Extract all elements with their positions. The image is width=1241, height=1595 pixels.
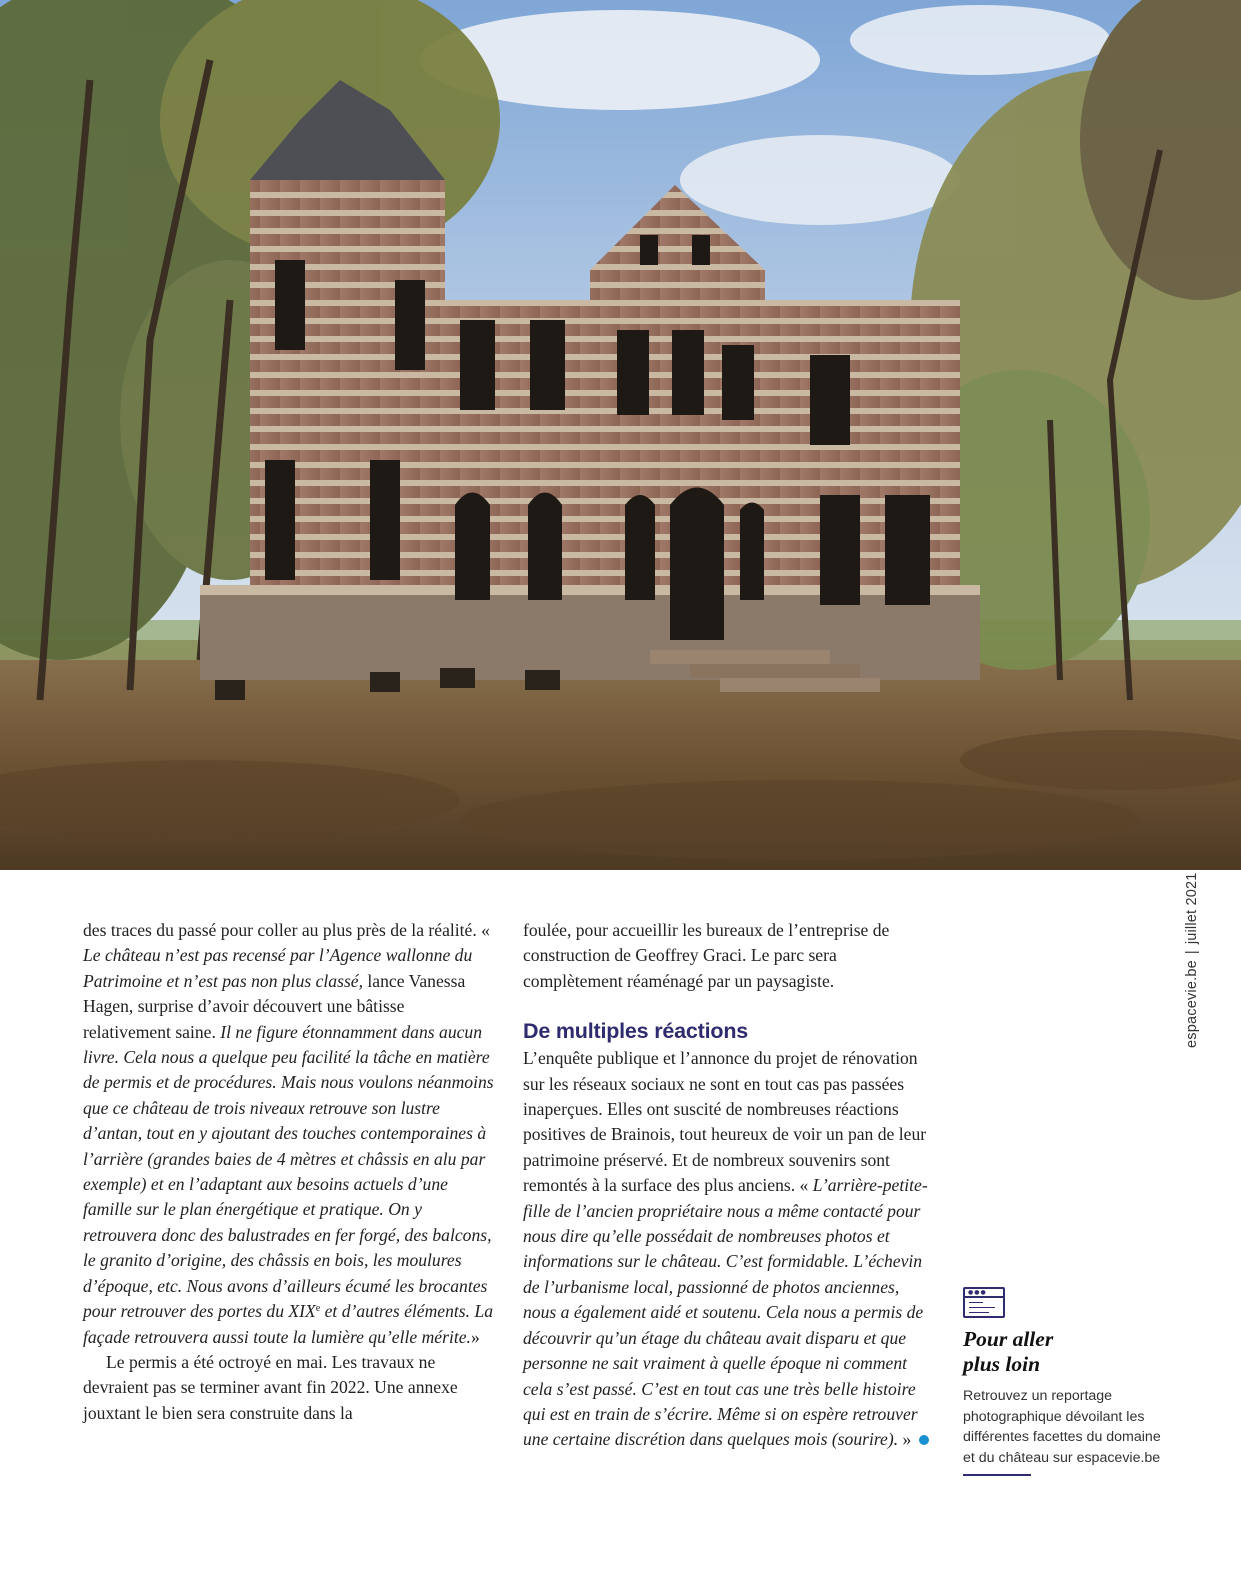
- further-reading-box: [963, 1287, 1163, 1476]
- text-segment: Le château n’est pas recensé par l’Agence wallonne du Patrimoine et n’est pas non plus classé,: [83, 945, 473, 991]
- aside-underline: [963, 1474, 1031, 1476]
- article-middle-column: [523, 918, 935, 1453]
- article-paragraph: [83, 918, 495, 1350]
- text-segment: et d’autres éléments. La façade retrouvera aussi toute la lumière qu’elle mérite.: [83, 1301, 494, 1347]
- text-segment: lance Vanessa Hagen, surprise d’avoir découvert une bâtisse relativement saine.: [83, 970, 466, 1042]
- quote-close: »: [898, 1429, 912, 1450]
- browser-window-icon: ●●●: [963, 1287, 1005, 1318]
- text-segment: Il ne figure étonnamment dans aucun livre. Cela nous a quelque peu facilité la tâche en matière de permis et de procédures. Mais nous voulons néanmoins que ce château de trois niveaux retrouve son lustre d’antan, tout en y ajoutant des touches contemporaines à l’arrière (grandes baies de 4 mètres et châssis en alu par exemple) et en l’adaptant aux besoins actuels d’une famille sur le plan énergétique et pratique. On y retrouvera donc des balustrades en fer forgé, des balcons, le granito d’origine, des châssis en bois, les moulures d’époque, etc. Nous avons d’ailleurs écumé les brocantes pour retrouver des portes du XIX: [83, 1021, 494, 1322]
- page-folio: [1184, 872, 1200, 1048]
- aside-title: [963, 1327, 1163, 1377]
- folio-date: juillet 2021: [1184, 872, 1200, 945]
- paragraph-intro-text: L’enquête publique et l’annonce du projet de rénovation sur les réseaux sociaux ne sont en tout cas pas passées inaperçues. Elles ont suscité de nombreuses réactions positives de Brainois, tout heureux de voir un pan de leur patrimoine préservé. Et de nombreux souvenirs sont remontés à la surface des plus anciens. «: [523, 1048, 927, 1196]
- aside-title-line-2: plus loin: [963, 1352, 1041, 1376]
- article-paragraph: foulée, pour accueillir les bureaux de l’entreprise de construction de Geoffrey Graci. Le parc sera complètement réaménagé par un paysagiste.: [523, 920, 890, 991]
- quote-text: L’arrière-petite-fille de l’ancien propriétaire nous a même contacté pour nous dire qu’elle possédait de nombreuses photos et informations sur le château. C’est formidable. L’échevin de l’urbanisme local, passionné de photos anciennes, nous a également aidé et soutenu. Cela nous a permis de découvrir qu’un étage du château avait disparu et que personne ne sait vraiment à quelle époque ni comment cela s’est passé. C’est en tout cas une très belle histoire qui est en train de s’écrire. Même si on espère retrouver une certaine discrétion dans quelques mois (sourire).: [523, 1175, 928, 1450]
- folio-separator: |: [1184, 950, 1200, 955]
- text-segment: e: [315, 1303, 321, 1315]
- article-paragraph: Le permis a été octroyé en mai. Les travaux ne devraient pas se terminer avant fin 2022. Une annexe jouxtant le bien sera construite dans la: [83, 1351, 458, 1423]
- article-left-column: [83, 918, 495, 1426]
- section-subheading: De multiples réactions: [523, 1019, 749, 1044]
- article-paragraph: [523, 1046, 935, 1453]
- text-segment: des traces du passé pour coller au plus près de la réalité. «: [83, 920, 490, 940]
- aside-title-line-1: Pour aller: [963, 1327, 1054, 1351]
- article-end-marker-icon: [919, 1435, 929, 1445]
- aside-text: Retrouvez un reportage photographique dévoilant les différentes facettes du domaine et du château sur espacevie.be: [963, 1388, 1161, 1466]
- folio-site: espacevie.be: [1184, 960, 1200, 1048]
- text-segment: »: [470, 1326, 480, 1347]
